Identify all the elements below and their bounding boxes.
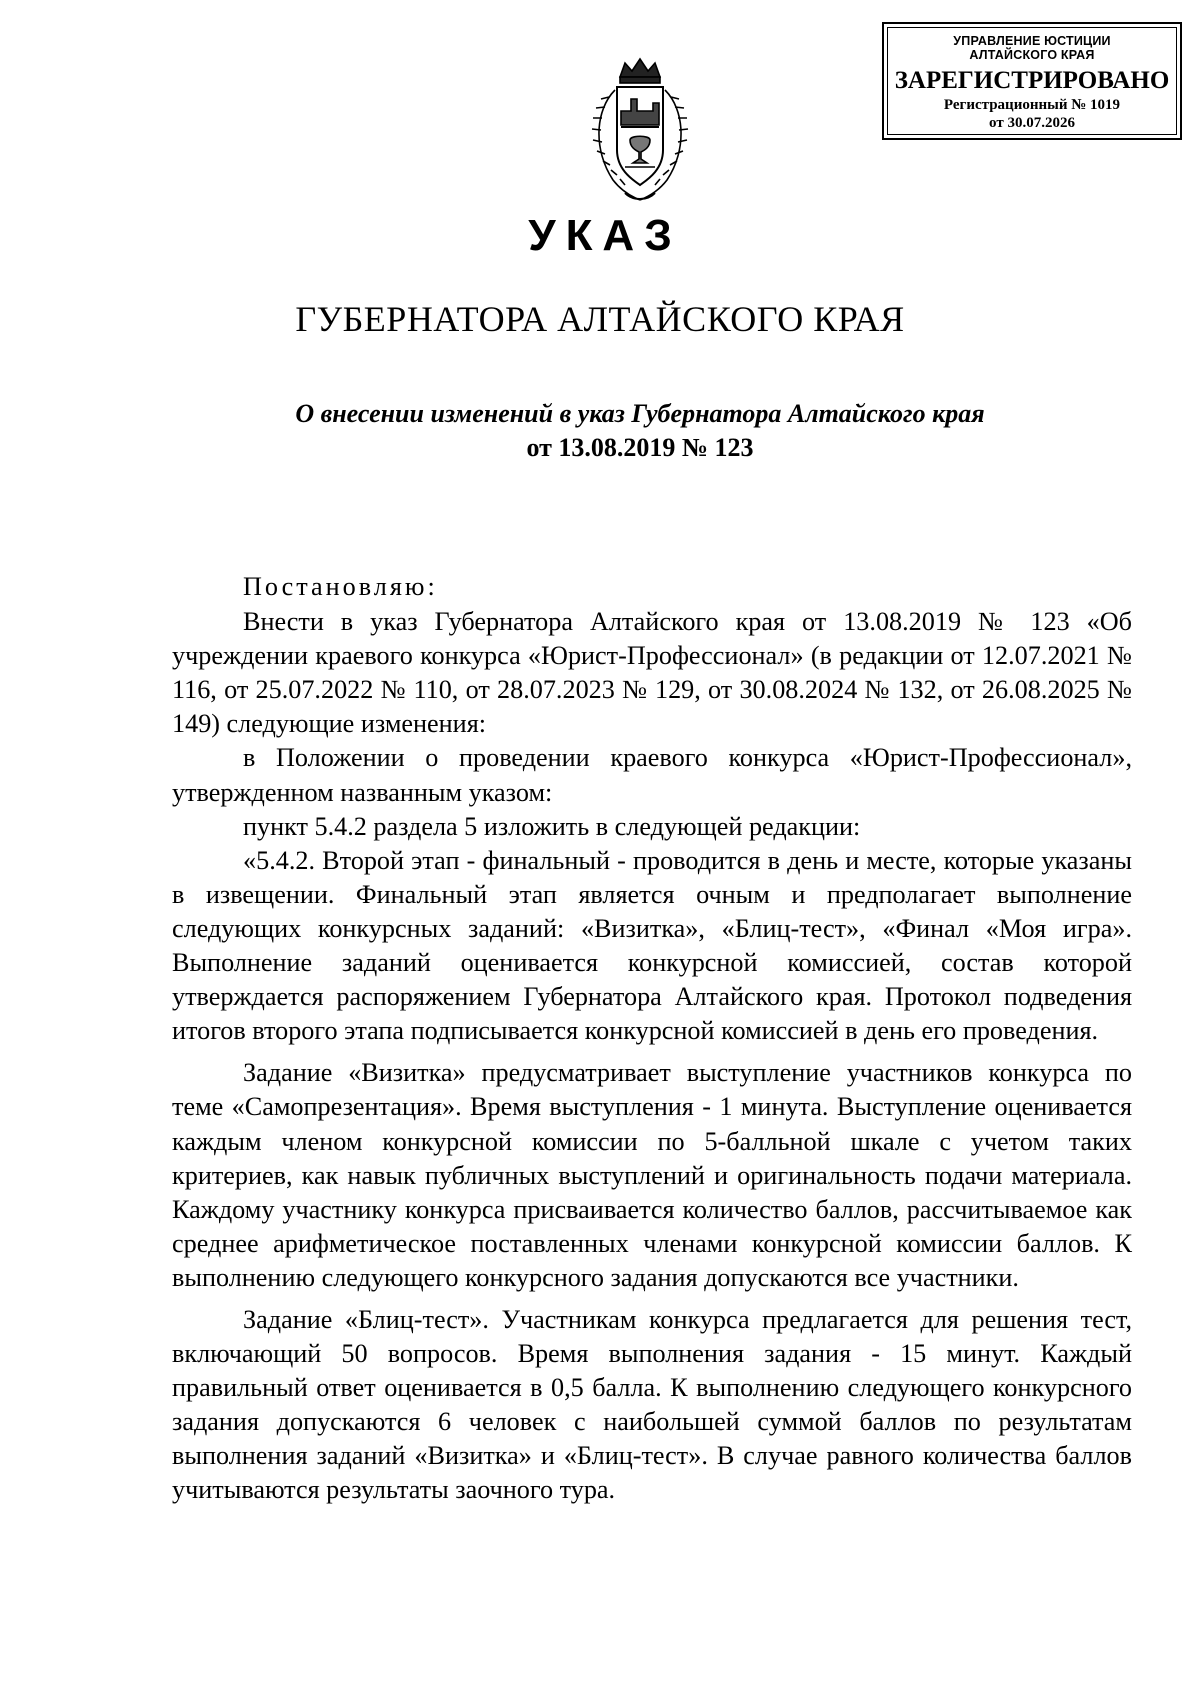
subject-line1: О внесении изменений в указ Губернатора Алтайского края xyxy=(295,399,985,428)
stamp-date: от 30.07.2026 xyxy=(989,115,1075,131)
body-paragraph-2: в Положении о проведении краевого конкурса «Юрист-Профессионал», утвержденном названным указом: xyxy=(172,743,1132,807)
document-title: УКАЗ xyxy=(528,211,682,260)
document-body xyxy=(172,570,1132,1508)
document-subject xyxy=(220,397,1060,465)
stamp-organization-line2: АЛТАЙСКОГО КРАЯ xyxy=(969,48,1095,62)
stamp-organization-line1: УПРАВЛЕНИЕ ЮСТИЦИИ xyxy=(953,34,1111,48)
registration-stamp-inner xyxy=(887,27,1177,135)
stamp-registration-number: Регистрационный № 1019 xyxy=(943,97,1121,113)
subject-line2: от 13.08.2019 № 123 xyxy=(526,433,754,462)
decree-word: Постановляю: xyxy=(243,572,438,601)
stamp-status: ЗАРЕГИСТРИРОВАНО xyxy=(894,67,1170,94)
body-paragraph-1: Внести в указ Губернатора Алтайского края от 13.08.2019 № 123 «Об учреждении краевого конкурса «Юрист-Профессионал» (в редакции от 12.07.2021 № 116, от 25.07.2022 № 110, от 28.07.2023 № 129, от 30.08.2024 № 132, от 26.08.2025 № 149) следующие изменения: xyxy=(172,607,1132,739)
body-paragraph-5: Задание «Визитка» предусматривает выступление участников конкурса по теме «Самопрезентация». Время выступления - 1 минута. Выступление оценивается каждым членом конкурсной комиссии по 5-балльной шкале с учетом таких критериев, как навык публичных выступлений и оригинальность подачи материала. Каждому участнику конкурса присваивается количество баллов, рассчитываемое как среднее арифметическое поставленных членами конкурсной комиссии баллов. К выполнению следующего конкурсного задания допускаются все участники. xyxy=(172,1058,1132,1292)
body-paragraph-4: «5.4.2. Второй этап - финальный - проводится в день и месте, которые указаны в извещении. Финальный этап является очным и предполагает выполнение следующих конкурсных заданий: «Визитка», «Блиц-тест», «Финал «Моя игра». Выполнение заданий оценивается конкурсной комиссией, состав которой утверждается распоряжением Губернатора Алтайского края. Протокол подведения итогов второго этапа подписывается конкурсной комиссией в день его проведения. xyxy=(172,845,1132,1046)
body-paragraph-6: Задание «Блиц-тест». Участникам конкурса предлагается для решения тест, включающий 50 вопросов. Время выполнения задания - 15 минут. Каждый правильный ответ оценивается в 0,5 балла. К выполнению следующего конкурсного задания допускаются 6 человек с наибольшей суммой баллов по результатам выполнения заданий «Визитка» и «Блиц-тест». В случае равного количества баллов учитываются результаты заочного тура. xyxy=(172,1304,1132,1505)
registration-stamp xyxy=(882,22,1182,140)
body-paragraph-3: пункт 5.4.2 раздела 5 изложить в следующей редакции: xyxy=(243,811,861,841)
document-issuer: ГУБЕРНАТОРА АЛТАЙСКОГО КРАЯ xyxy=(295,299,905,339)
coat-of-arms-svg xyxy=(575,55,705,205)
altai-krai-coat-of-arms-icon xyxy=(575,55,705,205)
